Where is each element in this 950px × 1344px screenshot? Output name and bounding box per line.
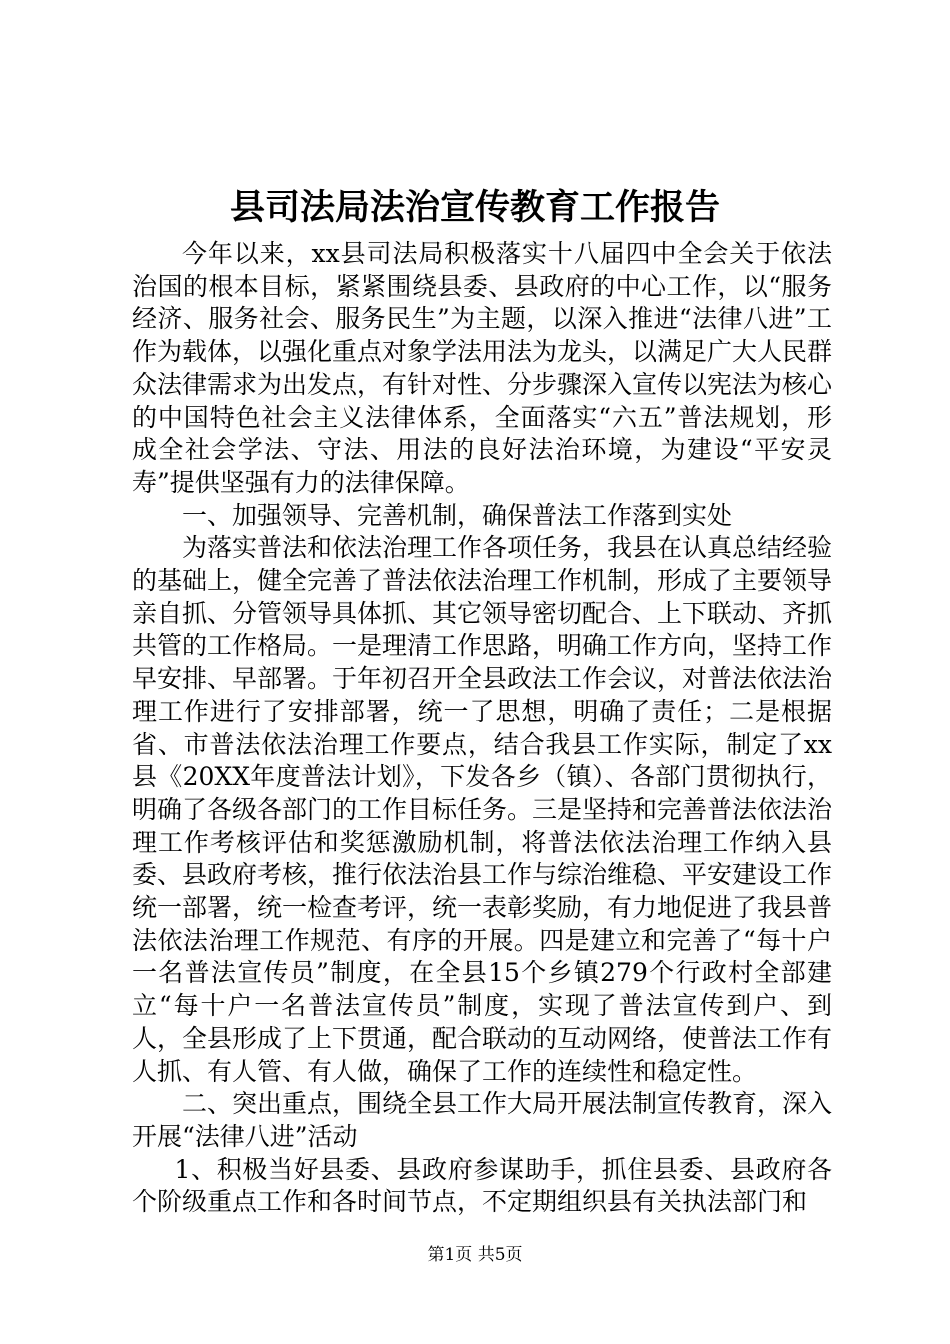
paragraph-intro: 今年以来，xx县司法局积极落实十八届四中全会关于依法治国的根本目标，紧紧围绕县委、县政府的中心工作，以“服务经济、服务社会、服务民生”为主题，以深入推进“法律八进”工作为载体，以强化重点对象学法用法为龙头，以满足广大人民群众法律需求为出发点，有针对性、分步骤深入宣传以宪法为核心的中国特色社会主义法律体系，全面落实“六五”普法规划，形成全社会学法、守法、用法的良好法治环境，为建设“平安灵寿”提供坚强有力的法律保障。 bbox=[132, 239, 833, 497]
paragraph-item-1: 1、积极当好县委、县政府参谋助手，抓住县委、县政府各个阶级重点工作和各时间节点，不定期组织县有关执法部门和 bbox=[132, 1154, 832, 1217]
section-heading-2: 二、突出重点，围绕全县工作大局开展法制宣传教育，深入开展“法律八进”活动 bbox=[132, 1089, 833, 1151]
section-heading-1: 一、加强领导、完善机制，确保普法工作落到实处 bbox=[182, 500, 733, 530]
document-body bbox=[132, 238, 832, 1219]
paragraph-section-1: 为落实普法和依法治理工作各项任务，我县在认真总结经验的基础上，健全完善了普法依法治理工作机制，形成了主要领导亲自抓、分管领导具体抓、其它领导密切配合、上下联动、齐抓共管的工作格局。一是理清工作思路，明确工作方向，坚持工作早安排、早部署。于年初召开全县政法工作会议，对普法依法治理工作进行了安排部署，统一了思想，明确了责任；二是根据省、市普法依法治理工作要点，结合我县工作实际，制定了xx县《20XX年度普法计划》，下发各乡（镇）、各部门贯彻执行，明确了各级各部门的工作目标任务。三是坚持和完善普法依法治理工作考核评估和奖惩激励机制，将普法依法治理工作纳入县委、县政府考核，推行依法治县工作与综治维稳、平安建设工作统一部署，统一检查考评，统一表彰奖励，有力地促进了我县普法依法治理工作规范、有序的开展。四是建立和完善了“每十户一名普法宣传员”制度，在全县15个乡镇279个行政村全部建立“每十户一名普法宣传员”制度，实现了普法宣传到户、到人，全县形成了上下贯通，配合联动的互动网络，使普法工作有人抓、有人管、有人做，确保了工作的连续性和稳定性。 bbox=[132, 533, 833, 1086]
page-footer: 第1页 共5页 bbox=[427, 1245, 523, 1265]
document-title: 县司法局法治宣传教育工作报告 bbox=[229, 187, 720, 228]
